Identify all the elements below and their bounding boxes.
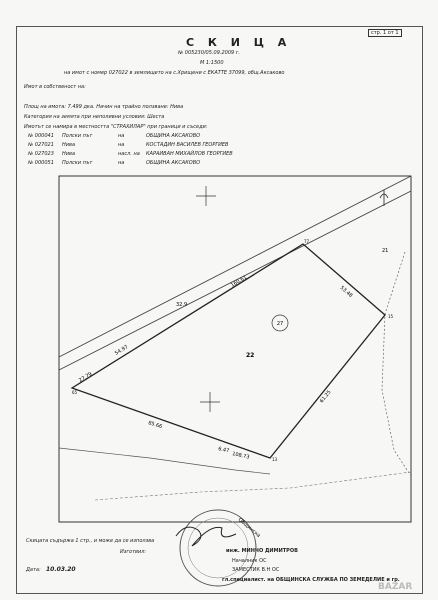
neighbor-owner: КАРАИВАН МИХАЙЛОВ ГЕОРГИЕВ — [146, 151, 233, 157]
neighbor-number: № 027021 — [28, 142, 54, 148]
neighbor-owner: ОБЩИНА АКСАКОВО — [146, 160, 201, 166]
property-location: Имотът се намира в местността "СТРАХИЛАР" при граници и съседи: — [24, 124, 208, 130]
usage-note: Скицата съдържа 1 стр., и може да се използва — [26, 538, 155, 544]
neighbor-rel: на — [118, 133, 125, 139]
date-label: Дата: — [26, 567, 41, 573]
neighbor-number: № 000051 — [28, 160, 54, 166]
east-boundary — [382, 252, 411, 476]
dimension-west-upper: 54.97 — [113, 344, 130, 357]
neighbor-number: № 027023 — [28, 151, 54, 157]
neighbor-use: Полски път — [62, 160, 93, 166]
survey-cross — [196, 186, 216, 206]
neighbor-rel: на — [118, 160, 125, 166]
dimension-west-short: 27.79 — [77, 371, 94, 384]
lot-north-label: 32.9 — [176, 302, 188, 308]
prepared-label: Изготвил: — [120, 549, 147, 555]
neighbor-owner: КОСТАДИН ВАСИЛЕВ ГЕОРГИЕВ — [146, 142, 229, 148]
service-line: гл.специалист. на ОБЩИНСКА СЛУЖБА ПО ЗЕМЕДЕЛИЕ и гр. — [222, 577, 400, 583]
neighbor-use: Нива — [62, 151, 76, 157]
signer-role: Началник ОС — [232, 558, 267, 564]
dimension-east-lower: 61.25 — [318, 389, 333, 405]
owner-line: Имот в собственост на: — [24, 84, 86, 90]
neighbor-owner: ОБЩИНА АКСАКОВО — [146, 133, 201, 139]
stamp-text: Общинска — [236, 516, 262, 539]
document-title: С К И Ц А — [186, 36, 292, 49]
neighbor-use: Нива — [62, 142, 76, 148]
neighbor-rel: на — [118, 142, 125, 148]
dimension-north: 160.61 — [229, 274, 249, 289]
point-label: 65 — [72, 390, 78, 395]
sketch-number: № 005230/05.09.2009 г. — [178, 50, 240, 56]
parcel-id-label: 27 — [276, 321, 284, 327]
property-area: Площ на имота: 7.499 дка. Начин на трайно ползване: Нива — [24, 104, 184, 110]
dimension-east-upper: 53.48 — [338, 284, 354, 299]
signer-name: инж. МИНЧО ДИМИТРОВ — [226, 548, 298, 554]
lot-21-label: 21 — [382, 248, 389, 254]
neighbor-use: Полски път — [62, 133, 93, 139]
dimension-west-lower: 85.66 — [147, 420, 163, 431]
point-label: 77 — [304, 239, 310, 244]
dimension-south: 108.73 — [231, 451, 250, 461]
south-boundary — [95, 472, 411, 500]
page-number: стр. 1 от 1 — [368, 29, 402, 37]
point-label: 13 — [272, 457, 278, 462]
scale-label: М 1:1500 — [200, 60, 224, 66]
dimension-south-small: 6.47 — [217, 446, 230, 455]
issue-date: 10.03.20 — [46, 566, 76, 573]
survey-cross — [200, 392, 220, 412]
road-edge-north — [59, 176, 411, 357]
signer-deputy: ЗАМЕСТИК В.Н ОС — [232, 567, 280, 573]
property-subject: на имот с номер 027022 в землището на с.Хрищени с ЕКАТТЕ 37099, общ.Аксаково — [64, 70, 285, 76]
parcel-number-label: 22 — [246, 352, 255, 359]
point-label: 15 — [388, 314, 394, 319]
neighbor-number: № 000041 — [28, 133, 54, 139]
neighbor-rel: насл. на — [118, 151, 140, 157]
property-category: Категория на земята при неполивни условия: Шеста — [24, 114, 165, 120]
watermark-logo: BAZAR — [378, 582, 413, 592]
